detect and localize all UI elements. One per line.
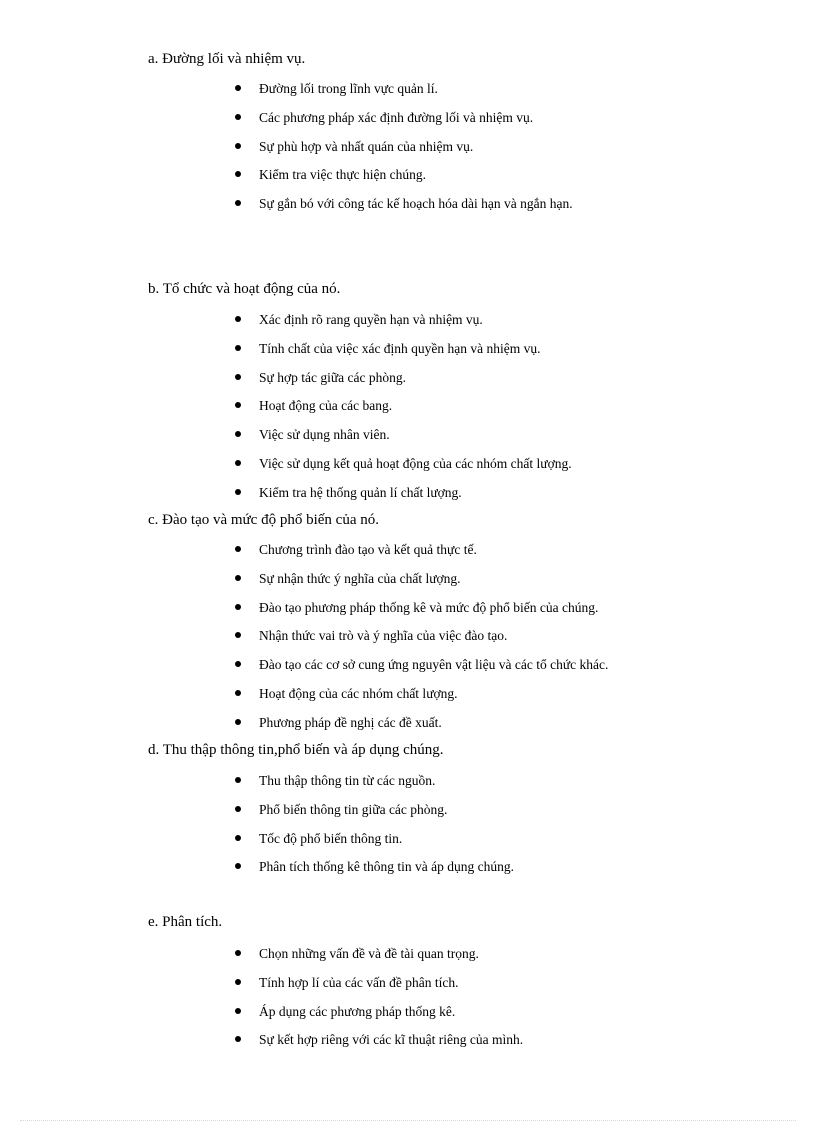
bullet-icon xyxy=(235,950,241,956)
bullet-icon xyxy=(235,114,241,120)
list-item xyxy=(0,599,816,628)
list-item xyxy=(0,80,816,109)
list-item-text: Phân tích thống kê thông tin và áp dụng chúng. xyxy=(259,859,514,875)
bullet-icon xyxy=(235,661,241,667)
bullet-icon xyxy=(235,979,241,985)
list-item xyxy=(0,627,816,656)
list-item xyxy=(0,195,816,224)
bullet-icon xyxy=(235,863,241,869)
bullet-list xyxy=(0,945,816,1060)
bullet-list xyxy=(0,541,816,743)
section-heading: a. Đường lối và nhiệm vụ. xyxy=(148,51,306,67)
bullet-icon xyxy=(235,143,241,149)
list-item xyxy=(0,714,816,743)
bullet-icon xyxy=(235,604,241,610)
list-item-text: Áp dụng các phương pháp thống kê. xyxy=(259,1003,456,1019)
list-item-text: Hoạt động của các nhóm chất lượng. xyxy=(259,685,458,701)
list-item-text: Kiểm tra việc thực hiện chúng. xyxy=(259,167,427,183)
bullet-icon xyxy=(235,806,241,812)
bullet-icon xyxy=(235,374,241,380)
bullet-icon xyxy=(235,345,241,351)
bullet-icon xyxy=(235,835,241,841)
list-item-text: Phổ biến thông tin giữa các phòng. xyxy=(259,801,448,817)
list-item-text: Việc sử dụng nhân viên. xyxy=(259,427,390,443)
list-item xyxy=(0,369,816,398)
list-item-text: Xác định rõ rang quyền hạn và nhiệm vụ. xyxy=(259,312,483,327)
bullet-icon xyxy=(235,171,241,177)
section-heading: c. Đào tạo và mức độ phổ biến của nó. xyxy=(148,512,379,528)
bullet-list xyxy=(0,772,816,887)
bullet-icon xyxy=(235,316,241,322)
list-item xyxy=(0,166,816,195)
bullet-icon xyxy=(235,632,241,638)
list-item-text: Chương trình đào tạo và kết quả thực tế. xyxy=(259,542,477,557)
list-item-text: Nhận thức vai trò và ý nghĩa của việc đào tạo. xyxy=(259,628,508,644)
list-item-text: Sự phù hợp và nhất quán của nhiệm vụ. xyxy=(259,138,474,154)
list-item-text: Các phương pháp xác định đường lối và nhiệm vụ. xyxy=(259,109,534,125)
list-item-text: Đào tạo các cơ sở cung ứng nguyên vật liệu và các tổ chức khác. xyxy=(259,657,609,673)
list-item xyxy=(0,138,816,167)
list-item xyxy=(0,945,816,974)
bullet-icon xyxy=(235,546,241,552)
bullet-icon xyxy=(235,719,241,725)
list-item xyxy=(0,974,816,1003)
section-heading: d. Thu thập thông tin,phổ biến và áp dụng chúng. xyxy=(148,742,444,758)
list-item xyxy=(0,340,816,369)
list-item-text: Phương pháp đề nghị các đề xuất. xyxy=(259,714,442,730)
bullet-icon xyxy=(235,1036,241,1042)
list-item xyxy=(0,801,816,830)
list-item xyxy=(0,656,816,685)
page-bottom-rule xyxy=(20,1120,796,1121)
bullet-icon xyxy=(235,575,241,581)
list-item-text: Việc sử dụng kết quả hoạt động của các nhóm chất lượng. xyxy=(259,455,572,471)
section-heading: e. Phân tích. xyxy=(148,914,223,930)
list-item-text: Đường lối trong lĩnh vực quản lí. xyxy=(259,81,438,96)
bullet-icon xyxy=(235,460,241,466)
bullet-list xyxy=(0,311,816,513)
list-item xyxy=(0,426,816,455)
list-item-text: Sự hợp tác giữa các phòng. xyxy=(259,369,406,385)
list-item xyxy=(0,311,816,340)
bullet-icon xyxy=(235,200,241,206)
list-item-text: Tính hợp lí của các vấn đề phân tích. xyxy=(259,974,459,990)
list-item-text: Hoạt động của các bang. xyxy=(259,398,393,414)
bullet-icon xyxy=(235,402,241,408)
list-item xyxy=(0,484,816,513)
list-item-text: Đào tạo phương pháp thống kê và mức độ phổ biến của chúng. xyxy=(259,599,599,615)
list-item-text: Chọn những vấn đề và đề tài quan trọng. xyxy=(259,946,479,961)
bullet-icon xyxy=(235,489,241,495)
list-item xyxy=(0,455,816,484)
section-heading: b. Tổ chức và hoạt động của nó. xyxy=(148,281,341,297)
list-item-text: Sự kết hợp riêng với các kĩ thuật riêng của mình. xyxy=(259,1032,524,1048)
list-item xyxy=(0,541,816,570)
list-item-text: Sự nhận thức ý nghĩa của chất lượng. xyxy=(259,570,461,586)
list-item-text: Kiểm tra hệ thống quản lí chất lượng. xyxy=(259,484,462,500)
list-item xyxy=(0,685,816,714)
list-item-text: Thu thập thông tin từ các nguồn. xyxy=(259,773,436,788)
list-item xyxy=(0,1031,816,1060)
bullet-icon xyxy=(235,690,241,696)
list-item xyxy=(0,1003,816,1032)
list-item xyxy=(0,772,816,801)
list-item xyxy=(0,858,816,887)
list-item xyxy=(0,570,816,599)
list-item-text: Tốc độ phổ biến thông tin. xyxy=(259,830,403,846)
bullet-icon xyxy=(235,777,241,783)
list-item xyxy=(0,109,816,138)
bullet-icon xyxy=(235,1008,241,1014)
list-item-text: Sự gắn bó với công tác kế hoạch hóa dài hạn và ngắn hạn. xyxy=(259,196,573,212)
list-item-text: Tính chất của việc xác định quyền hạn và nhiệm vụ. xyxy=(259,340,541,356)
bullet-icon xyxy=(235,431,241,437)
list-item xyxy=(0,830,816,859)
bullet-list xyxy=(0,80,816,224)
bullet-icon xyxy=(235,85,241,91)
list-item xyxy=(0,397,816,426)
